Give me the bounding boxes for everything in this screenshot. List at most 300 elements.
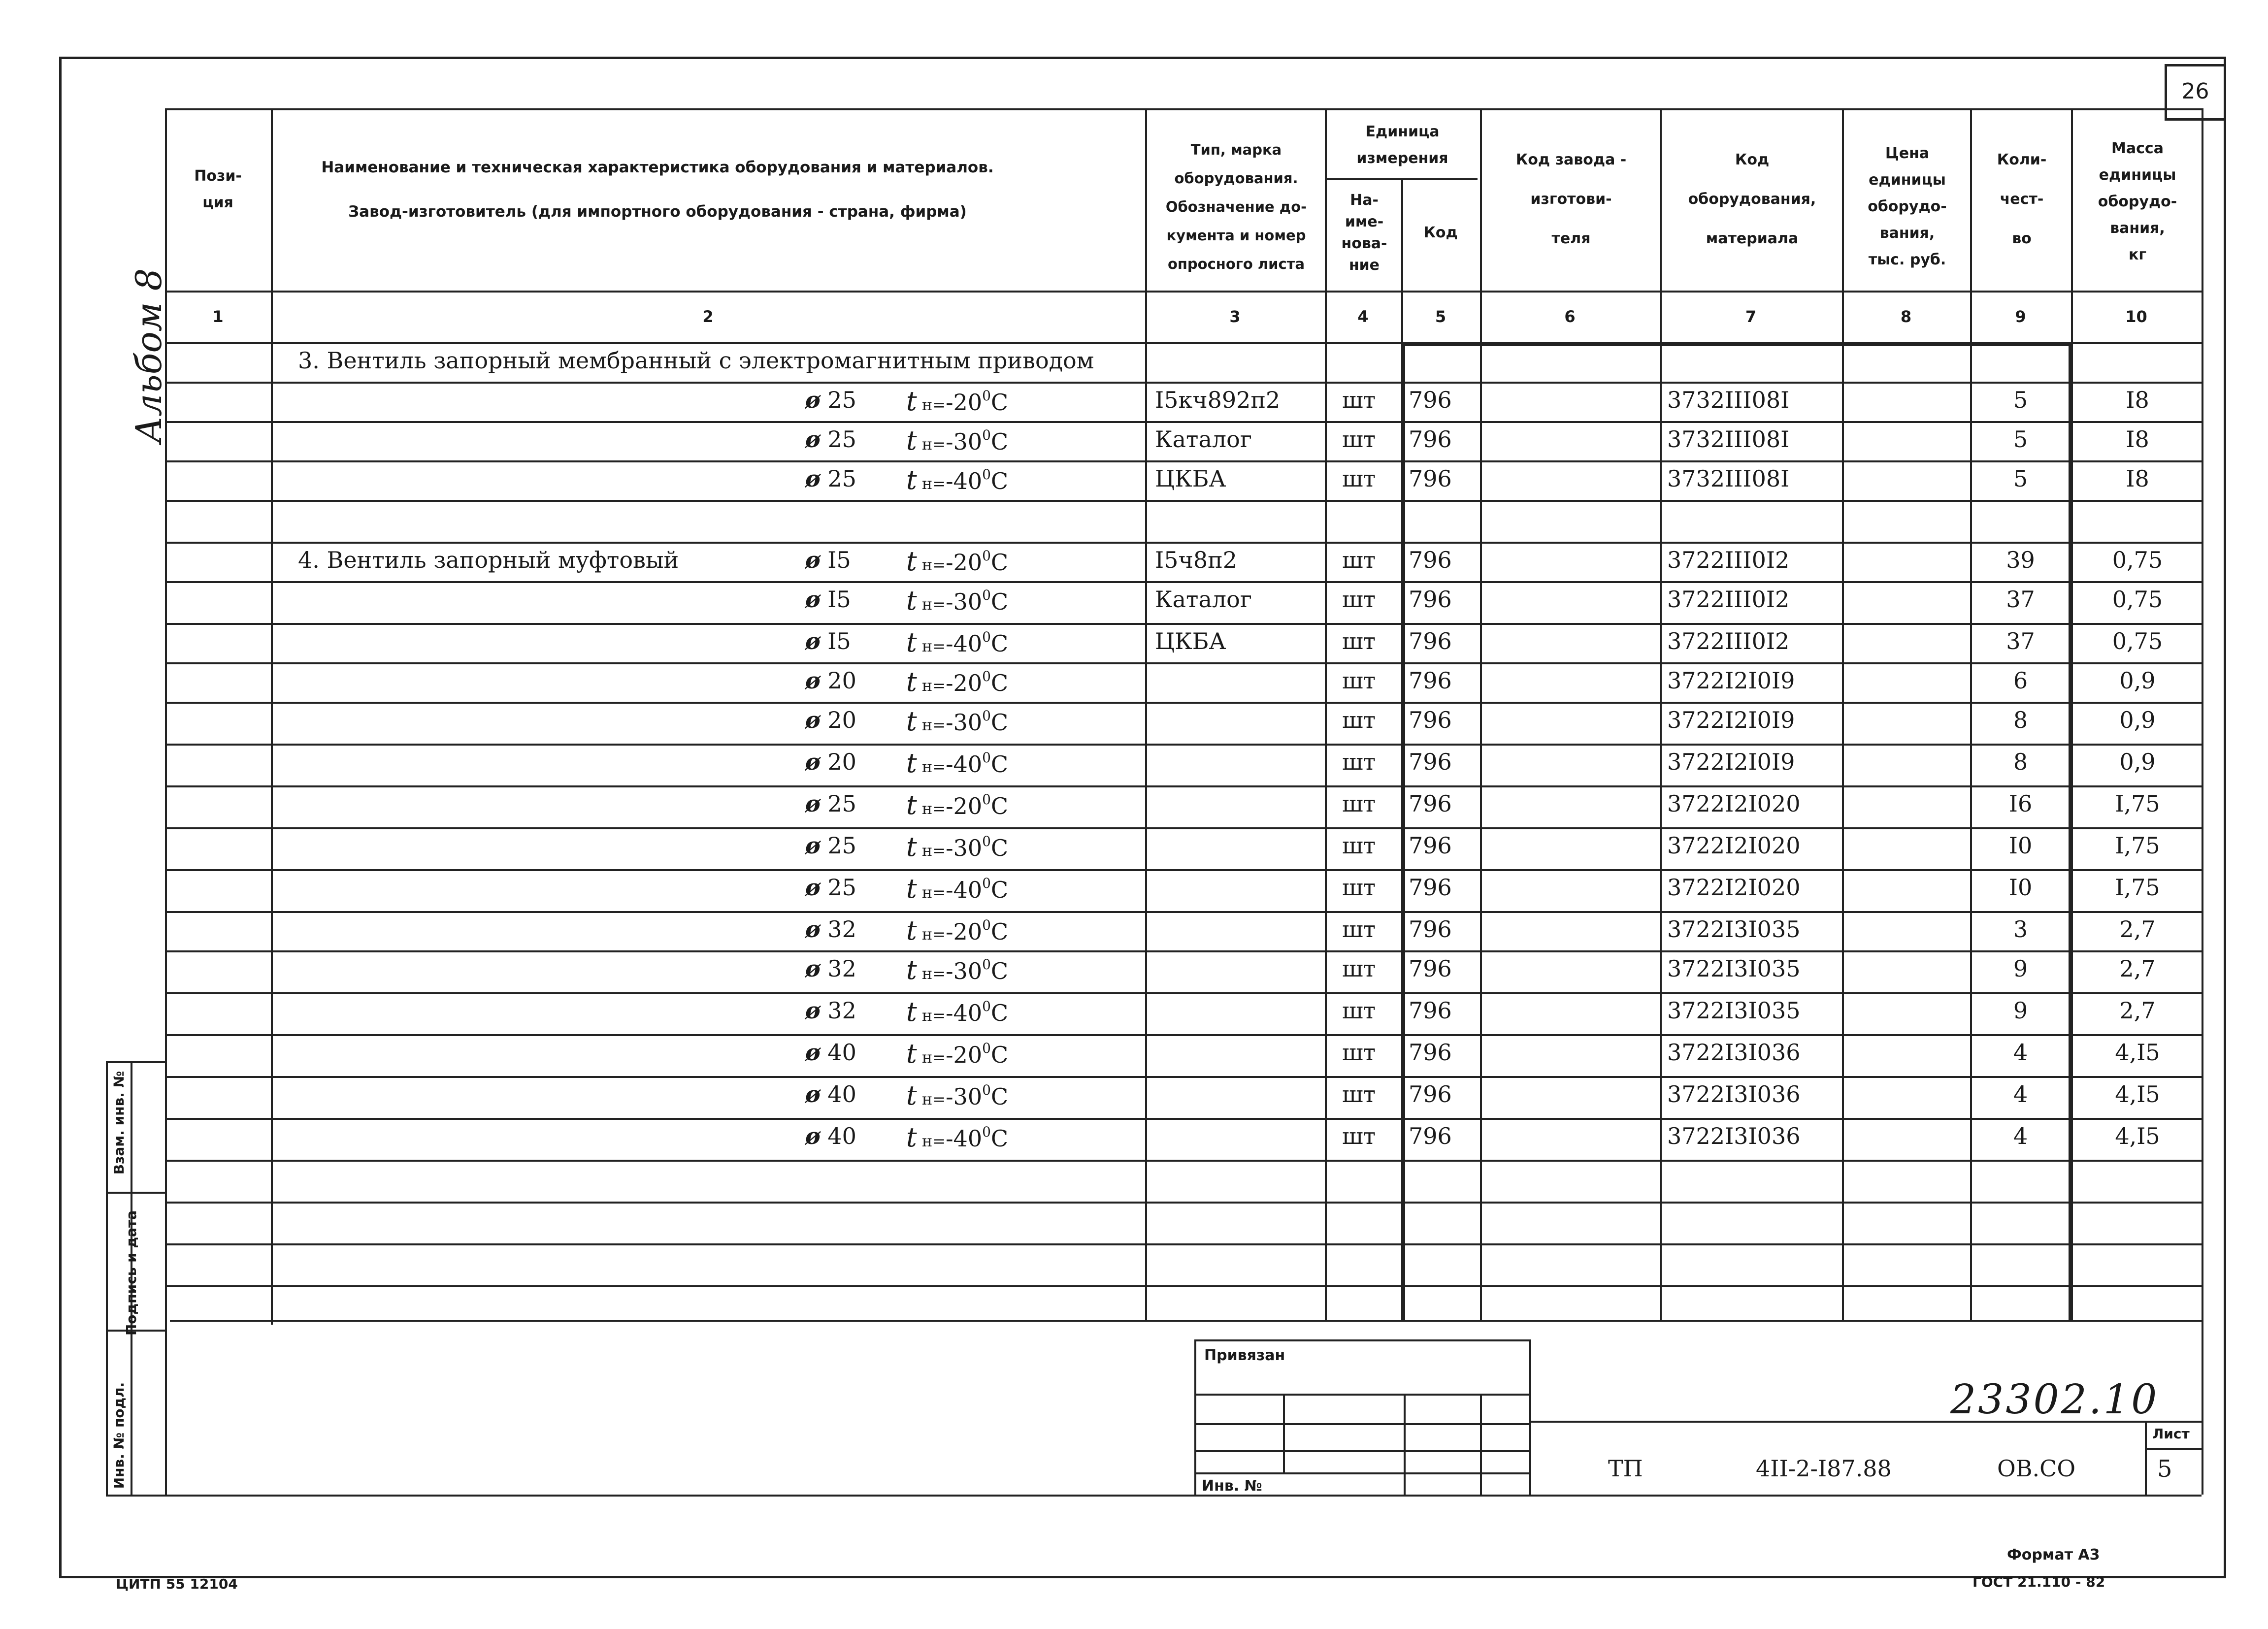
row-mass: 0,9 [2119,667,2156,694]
temperature-value: -20 [946,549,983,576]
column-number-10: 10 [2125,307,2147,326]
row-mass: I8 [2126,387,2149,413]
row-mass: I8 [2126,426,2149,453]
row-mass: 4,I5 [2115,1123,2160,1149]
temperature-unit: C [990,918,1009,945]
row-mass: 0,75 [2112,628,2163,654]
diameter-icon: ø [805,667,821,694]
row-diameter [805,997,856,1024]
diameter-icon: ø [805,547,821,573]
temperature-value: -20 [946,389,983,416]
stamp-handwritten-code: 23302.10 [1950,1376,2159,1423]
diameter-icon: ø [805,1039,821,1066]
row-equipment-code: 3722I2I020 [1667,832,1801,859]
diameter-icon: ø [805,749,821,775]
temperature-value: -20 [946,793,983,819]
row-equipment-code: 3722I2I0I9 [1667,707,1795,733]
temperature-symbol: t [906,585,917,616]
row-equipment-code: 3732III08I [1667,387,1790,413]
grid-line [165,1160,2202,1162]
row-equipment-code: 3722I3I036 [1667,1039,1801,1066]
grid-line [165,911,2202,913]
temperature-symbol: t [906,386,917,417]
row-unit: шт [1342,832,1376,859]
row-unit: шт [1342,916,1376,943]
diameter-value: 32 [820,955,856,982]
row-quantity: 5 [2013,465,2028,492]
row-type: I5кч892п2 [1155,387,1281,413]
row-mass: 2,7 [2119,997,2156,1024]
grid-line [165,500,2202,502]
row-temperature [906,543,1008,578]
temperature-subscript: н= [917,1090,946,1108]
degree-symbol: 0 [982,956,991,973]
temperature-symbol: t [906,666,917,697]
row-diameter [805,749,856,775]
row-diameter [805,547,851,573]
row-temperature [906,703,1008,738]
degree-symbol: 0 [982,749,991,766]
row-quantity: 3 [2013,916,2028,943]
temperature-value: -40 [946,630,983,657]
row-type: I5ч8п2 [1155,547,1238,573]
diameter-value: 25 [820,387,856,413]
grid-line [165,1285,2202,1287]
temperature-subscript: н= [917,1132,946,1150]
row-diameter [805,916,856,943]
row-quantity: 4 [2013,1081,2028,1108]
grid-line [170,1320,2202,1322]
header-name: Наименование и техническая характеристика оборудования и материалов. Завод-изготовитель (для импортного оборудования - страна, фирма) [321,159,994,221]
row-unit-code: 796 [1409,586,1452,613]
row-unit: шт [1342,628,1376,654]
row-mass: 4,I5 [2115,1081,2160,1108]
row-unit-code: 796 [1409,387,1452,413]
row-mass: 2,7 [2119,916,2156,943]
row-diameter [805,955,856,982]
row-diameter [805,667,856,694]
degree-symbol: 0 [982,668,991,684]
grid-line [165,869,2202,871]
grid-line [1842,108,1844,1320]
temperature-symbol: t [906,464,917,495]
row-temperature [906,1119,1008,1154]
column-number-5: 5 [1435,307,1446,326]
grid-line [165,662,2202,664]
row-temperature [906,870,1008,906]
row-equipment-code: 3722I3I036 [1667,1081,1801,1108]
diameter-value: 25 [820,790,856,817]
row-equipment-code: 3722I3I035 [1667,955,1801,982]
temperature-unit: C [990,709,1009,736]
album-label: Альбом 8 [128,268,169,443]
row-equipment-code: 3722III0I2 [1667,586,1790,613]
stamp-sheet-label: Лист [2152,1426,2190,1442]
row-unit-code: 796 [1409,916,1452,943]
grid-line [165,1118,2202,1120]
grid-line [165,1061,167,1495]
row-unit-code: 796 [1409,426,1452,453]
temperature-value: -40 [946,877,983,903]
header-price: Цена единицы оборудо- вания, тыс. руб. [1868,145,1947,268]
row-diameter [805,426,856,453]
temperature-subscript: н= [917,799,946,818]
stamp-inv-no: Инв. № [1202,1477,1262,1495]
diameter-value: 25 [820,465,856,492]
diameter-icon: ø [805,1123,821,1149]
row-mass: I,75 [2115,832,2160,859]
grid-line [165,542,2202,544]
row-equipment-code: 3722III0I2 [1667,547,1790,573]
temperature-unit: C [990,958,1009,984]
grid-line [1283,1394,1285,1472]
page-number: 26 [2181,79,2209,104]
row-unit-code: 796 [1409,707,1452,733]
degree-symbol: 0 [982,388,991,404]
column-number-7: 7 [1745,307,1757,326]
temperature-symbol: t [906,748,917,779]
row-diameter [805,790,856,817]
grid-line [165,744,2202,746]
row-mass: 0,75 [2112,586,2163,613]
row-temperature [906,461,1008,497]
grid-line [165,291,2202,293]
grid-line [2202,1325,2203,1495]
temperature-symbol: t [906,996,917,1027]
row-temperature [906,422,1008,457]
temperature-symbol: t [906,789,917,820]
temperature-symbol: t [906,873,917,904]
temperature-unit: C [990,793,1009,819]
outer-frame [59,57,2226,1578]
row-temperature [906,582,1008,618]
temperature-subscript: н= [917,716,946,734]
column-number-2: 2 [702,307,714,326]
grid-line [165,1202,2202,1204]
degree-symbol: 0 [982,708,991,724]
temperature-subscript: н= [917,883,946,902]
row-unit: шт [1342,465,1376,492]
grid-line [106,1192,165,1194]
row-diameter [805,707,856,733]
temperature-subscript: н= [917,676,946,695]
row-unit-code: 796 [1409,790,1452,817]
header-unit-code: Код [1423,224,1458,241]
degree-symbol: 0 [982,548,991,564]
grid-line [1480,1394,1482,1495]
grid-line [165,460,2202,462]
grid-line [165,992,2202,994]
temperature-unit: C [990,549,1009,576]
row-temperature [906,1077,1008,1112]
temperature-value: -40 [946,1125,983,1152]
temperature-unit: C [990,835,1009,861]
row-unit: шт [1342,547,1376,573]
grid-line [165,108,2202,110]
column-number-1: 1 [212,307,224,326]
row-temperature [906,951,1008,987]
row-name: 3. Вентиль запорный мембранный с электромагнитным приводом [298,347,1094,374]
grid-line [1660,108,1662,1320]
grid-line [1401,342,1405,1320]
temperature-subscript: н= [917,637,946,655]
row-unit-code: 796 [1409,547,1452,573]
grid-line [1145,108,1147,1320]
diameter-value: I5 [820,547,851,573]
row-name: 4. Вентиль запорный муфтовый [298,547,679,573]
header-quantity: Коли- чест- во [1997,151,2047,247]
diameter-icon: ø [805,916,821,943]
row-quantity: 5 [2013,426,2028,453]
row-equipment-code: 3722I2I0I9 [1667,749,1795,775]
diameter-value: I5 [820,586,851,613]
row-temperature [906,912,1008,947]
row-diameter [805,874,856,901]
row-quantity: 37 [2006,628,2035,654]
diameter-icon: ø [805,790,821,817]
diameter-icon: ø [805,387,821,413]
temperature-unit: C [990,1125,1009,1152]
column-number-3: 3 [1229,307,1241,326]
temperature-unit: C [990,468,1009,494]
grid-line [165,382,2202,384]
grid-line [165,785,2202,787]
diameter-value: 25 [820,426,856,453]
row-unit-code: 796 [1409,465,1452,492]
temperature-symbol: t [906,1080,917,1111]
grid-line [1401,342,2071,346]
diameter-icon: ø [805,586,821,613]
row-mass: 2,7 [2119,955,2156,982]
diameter-value: 20 [820,749,856,775]
row-diameter [805,1123,856,1149]
diameter-value: 40 [820,1039,856,1066]
row-mass: I8 [2126,465,2149,492]
side-stamp-inv-podl: Инв. № подл. [111,1382,127,1489]
temperature-value: -20 [946,918,983,945]
temperature-unit: C [990,630,1009,657]
header-equipment-code: Код оборудования, материала [1688,151,1816,247]
row-quantity: 4 [2013,1039,2028,1066]
temperature-symbol: t [906,1038,917,1069]
degree-symbol: 0 [982,629,991,645]
column-number-6: 6 [1564,307,1576,326]
grid-line [1194,1423,1529,1425]
row-unit-code: 796 [1409,955,1452,982]
diameter-icon: ø [805,832,821,859]
side-stamp-podpis: Подпись и дата [123,1210,139,1336]
row-unit: шт [1342,667,1376,694]
temperature-value: -30 [946,588,983,615]
temperature-value: -40 [946,1000,983,1026]
row-diameter [805,1039,856,1066]
row-quantity: 39 [2006,547,2035,573]
row-unit-code: 796 [1409,667,1452,694]
temperature-value: -30 [946,958,983,984]
row-type: Каталог [1155,586,1252,613]
header-position: Пози- ция [194,167,242,211]
footer-left: ЦИТП 55 12104 [116,1576,238,1592]
temperature-value: -30 [946,709,983,736]
diameter-icon: ø [805,997,821,1024]
row-unit-code: 796 [1409,874,1452,901]
diameter-value: 25 [820,832,856,859]
row-mass: 0,9 [2119,707,2156,733]
temperature-symbol: t [906,954,917,985]
stamp-privyazan: Привязан [1204,1347,1285,1364]
temperature-subscript: н= [917,474,946,493]
row-diameter [805,586,851,613]
temperature-subscript: н= [917,395,946,414]
degree-symbol: 0 [982,998,991,1014]
temperature-subscript: н= [917,964,946,983]
stamp-doc-suffix: ОВ.СО [1997,1455,2076,1482]
degree-symbol: 0 [982,1040,991,1056]
diameter-value: 40 [820,1123,856,1149]
row-mass: I,75 [2115,874,2160,901]
temperature-value: -40 [946,468,983,494]
row-unit: шт [1342,874,1376,901]
degree-symbol: 0 [982,833,991,849]
temperature-subscript: н= [917,841,946,860]
diameter-value: I5 [820,628,851,654]
degree-symbol: 0 [982,1082,991,1098]
grid-line [1194,1472,1529,1474]
column-number-8: 8 [1900,307,1912,326]
temperature-symbol: t [906,831,917,862]
diameter-icon: ø [805,426,821,453]
temperature-subscript: н= [917,435,946,454]
grid-line [1970,108,1972,1320]
row-mass: 0,75 [2112,547,2163,573]
row-temperature [906,624,1008,659]
row-unit-code: 796 [1409,749,1452,775]
row-temperature [906,383,1008,418]
grid-line [1194,1339,1196,1495]
stamp-doc-prefix: ТП [1608,1455,1643,1482]
diameter-icon: ø [805,628,821,654]
temperature-subscript: н= [917,1048,946,1067]
temperature-unit: C [990,751,1009,778]
temperature-value: -30 [946,428,983,455]
grid-line [165,702,2202,704]
grid-line [1480,108,1482,1320]
header-unit-name: На- име- нова- ние [1341,191,1387,274]
diameter-icon: ø [805,465,821,492]
row-temperature [906,828,1008,864]
temperature-symbol: t [906,425,917,456]
row-mass: 0,9 [2119,749,2156,775]
stamp-sheet-number: 5 [2157,1455,2172,1483]
grid-line [106,1061,108,1495]
row-equipment-code: 3722III0I2 [1667,628,1790,654]
grid-line [165,623,2202,625]
diameter-value: 25 [820,874,856,901]
temperature-subscript: н= [917,757,946,776]
temperature-symbol: t [906,915,917,946]
row-quantity: 9 [2013,955,2028,982]
grid-line [165,1243,2202,1245]
row-type: ЦКБА [1155,465,1226,492]
row-quantity: 6 [2013,667,2028,694]
diameter-value: 20 [820,707,856,733]
temperature-symbol: t [906,1122,917,1153]
row-temperature [906,745,1008,780]
row-temperature [906,786,1008,822]
row-quantity: 9 [2013,997,2028,1024]
row-temperature [906,993,1008,1029]
diameter-value: 32 [820,916,856,943]
grid-line [165,421,2202,423]
row-unit: шт [1342,586,1376,613]
degree-symbol: 0 [982,917,991,933]
header-unit: Единица измерения [1356,123,1448,167]
temperature-unit: C [990,877,1009,903]
row-diameter [805,628,851,654]
degree-symbol: 0 [982,587,991,603]
row-equipment-code: 3732III08I [1667,426,1790,453]
diameter-value: 32 [820,997,856,1024]
row-unit: шт [1342,1039,1376,1066]
stamp-doc-number: 4II-2-I87.88 [1756,1455,1892,1482]
row-quantity: 5 [2013,387,2028,413]
row-quantity: 37 [2006,586,2035,613]
temperature-unit: C [990,1042,1009,1068]
row-type: ЦКБА [1155,628,1226,654]
temperature-unit: C [990,389,1009,416]
row-equipment-code: 3722I2I020 [1667,790,1801,817]
header-plant-code: Код завода - изготови- теля [1515,151,1627,247]
row-unit: шт [1342,387,1376,413]
diameter-value: 20 [820,667,856,694]
diameter-value: 40 [820,1081,856,1108]
row-unit-code: 796 [1409,997,1452,1024]
row-unit-code: 796 [1409,1123,1452,1149]
degree-symbol: 0 [982,1124,991,1140]
temperature-unit: C [990,1083,1009,1110]
grid-line [2145,1421,2147,1495]
row-equipment-code: 3732III08I [1667,465,1790,492]
column-number-9: 9 [2015,307,2026,326]
temperature-subscript: н= [917,595,946,614]
temperature-subscript: н= [917,925,946,944]
grid-line [1194,1339,1529,1341]
temperature-value: -30 [946,1083,983,1110]
row-unit: шт [1342,1081,1376,1108]
row-equipment-code: 3722I2I020 [1667,874,1801,901]
row-unit: шт [1342,426,1376,453]
row-quantity: 8 [2013,749,2028,775]
row-equipment-code: 3722I2I0I9 [1667,667,1795,694]
grid-line [165,581,2202,583]
row-equipment-code: 3722I3I035 [1667,997,1801,1024]
grid-line [271,108,273,1325]
row-equipment-code: 3722I3I036 [1667,1123,1801,1149]
temperature-symbol: t [906,546,917,577]
grid-line [106,1495,2202,1497]
grid-line [1529,1339,1531,1495]
grid-line [2145,1448,2202,1450]
grid-line [1325,108,1327,1320]
temperature-subscript: н= [917,1006,946,1025]
row-unit-code: 796 [1409,1039,1452,1066]
diameter-icon: ø [805,874,821,901]
row-mass: I,75 [2115,790,2160,817]
row-diameter [805,832,856,859]
temperature-value: -20 [946,670,983,696]
grid-line [1194,1394,1529,1396]
row-quantity: 4 [2013,1123,2028,1149]
